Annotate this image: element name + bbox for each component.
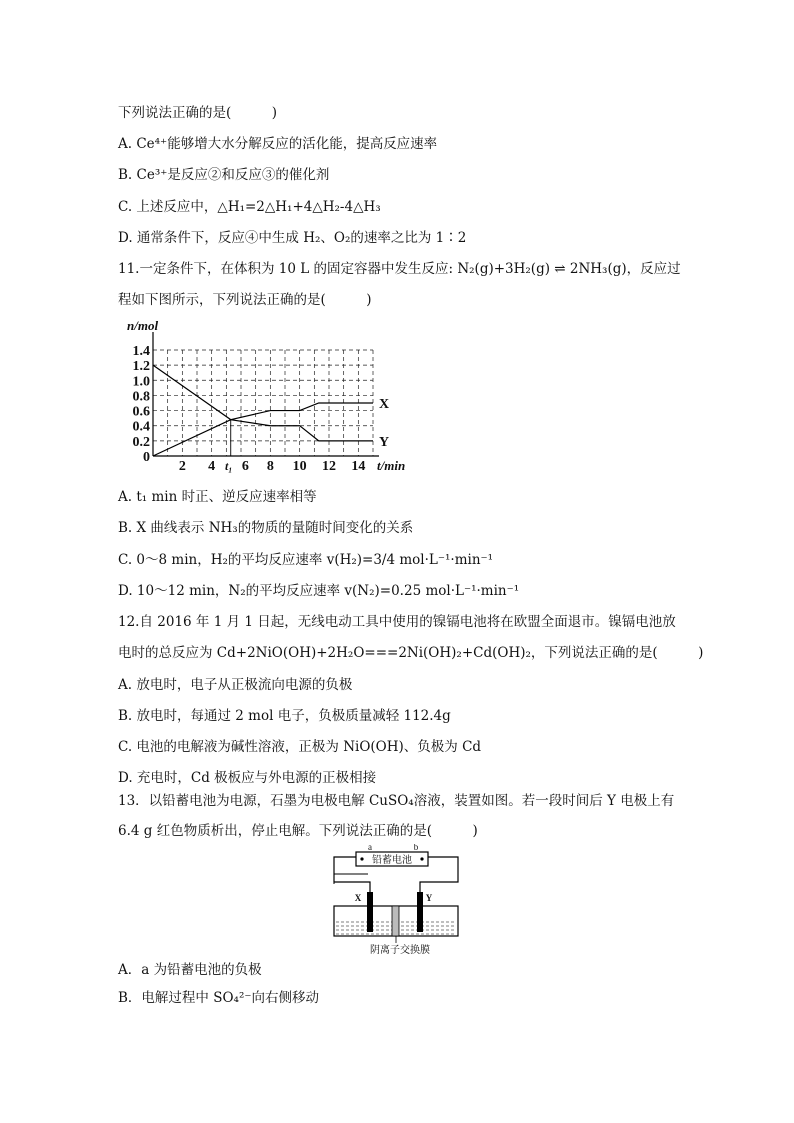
x-tick-label: 12 xyxy=(322,459,336,473)
series-line-x xyxy=(153,403,373,456)
x-tick-label: 4 xyxy=(208,459,216,473)
anion-exchange-membrane xyxy=(392,906,399,936)
battery-label: 铅蓄电池 xyxy=(372,855,412,866)
x-tick-label: 8 xyxy=(266,459,274,473)
terminal-b-label: b xyxy=(413,844,419,852)
y-tick-label: 0.6 xyxy=(132,404,150,420)
x-tick-label: 14 xyxy=(351,459,366,473)
q11-chart xyxy=(115,318,415,473)
q13-stem-line2: 6.4 g 红色物质析出，停止电解。下列说法正确的是( ) xyxy=(118,823,478,839)
y-tick-label: 0.4 xyxy=(132,419,150,435)
y-tick-label: 1.4 xyxy=(132,344,150,359)
x-tick-label: t₁ xyxy=(224,459,233,473)
terminal-a-dot xyxy=(360,857,363,860)
q11-option-d: D. 10～12 min，N₂的平均反应速率 v(N₂)=0.25 mol·L⁻¹·min⁻¹ xyxy=(118,583,520,599)
q12-option-d: D. 充电时，Cd 极板应与外电源的正极相接 xyxy=(118,770,377,786)
x-axis-label: t/min xyxy=(377,458,406,473)
q11-stem-line1: 11.一定条件下，在体积为 10 L 的固定容器中发生反应: N₂(g)+3H₂(g) ⇌ 2NH₃(g)，反应过 xyxy=(118,261,681,277)
q11-option-b: B. X 曲线表示 NH₃的物质的量随时间变化的关系 xyxy=(118,520,414,536)
x-tick-label: 6 xyxy=(241,459,249,473)
series-label-x: X xyxy=(379,397,390,412)
membrane-label: 阴离子交换膜 xyxy=(370,945,430,956)
q10-stem: 下列说法正确的是( ) xyxy=(118,105,278,121)
q10-option-b: B. Ce³⁺是反应②和反应③的催化剂 xyxy=(118,167,330,183)
q13-stem-line1: 13．以铅蓄电池为电源，石墨为电极电解 CuSO₄溶液，装置如图。若一段时间后 Y 电极上有 xyxy=(118,793,675,809)
y-axis-label: n/mol xyxy=(127,318,159,333)
q10-option-a: A. Ce⁴⁺能够增大水分解反应的活化能，提高反应速率 xyxy=(118,136,438,152)
electrode-x xyxy=(367,892,373,932)
q13-option-b: B．电解过程中 SO₄²⁻向右侧移动 xyxy=(118,990,319,1006)
x-tick-label: 10 xyxy=(292,459,307,473)
electrode-y xyxy=(417,892,423,932)
q11-stem-line2: 程如下图所示，下列说法正确的是( ) xyxy=(118,292,372,308)
q12-option-b: B. 放电时，每通过 2 mol 电子，负极质量减轻 112.4g xyxy=(118,708,451,724)
q10-option-d: D. 通常条件下，反应④中生成 H₂、O₂的速率之比为 1∶2 xyxy=(118,230,467,246)
y-tick-label: 0 xyxy=(143,450,150,465)
terminal-b-dot xyxy=(420,857,423,860)
y-tick-label: 1.0 xyxy=(132,374,150,390)
y-tick-label: 0.8 xyxy=(132,389,150,405)
series-label-y: Y xyxy=(379,434,390,450)
electrode-x-label: X xyxy=(354,893,362,903)
q13-option-a: A．a 为铅蓄电池的负极 xyxy=(118,962,262,978)
electrode-y-label: Y xyxy=(425,893,433,903)
x-tick-label: 2 xyxy=(178,459,186,473)
electrolysis-diagram xyxy=(328,844,468,956)
y-tick-label: 0.2 xyxy=(132,434,150,450)
terminal-a-label: a xyxy=(368,844,372,852)
q11-option-c: C. 0～8 min，H₂的平均反应速率 v(H₂)=3/4 mol·L⁻¹·min⁻¹ xyxy=(118,552,494,568)
q12-stem-line2: 电时的总反应为 Cd+2NiO(OH)+2H₂O===2Ni(OH)₂+Cd(OH)₂，下列说法正确的是( ) xyxy=(118,645,704,661)
q12-stem-line1: 12.自 2016 年 1 月 1 日起，无线电动工具中使用的镍镉电池将在欧盟全面退市。镍镉电池放 xyxy=(118,614,676,630)
q10-option-c: C. 上述反应中，△H₁=2△H₁+4△H₂-4△H₃ xyxy=(118,199,381,215)
y-tick-label: 1.2 xyxy=(132,359,150,375)
q12-option-c: C. 电池的电解液为碱性溶液，正极为 NiO(OH)、负极为 Cd xyxy=(118,739,482,755)
q11-option-a: A. t₁ min 时正、逆反应速率相等 xyxy=(118,489,317,505)
q12-option-a: A. 放电时，电子从正极流向电源的负极 xyxy=(118,677,353,693)
